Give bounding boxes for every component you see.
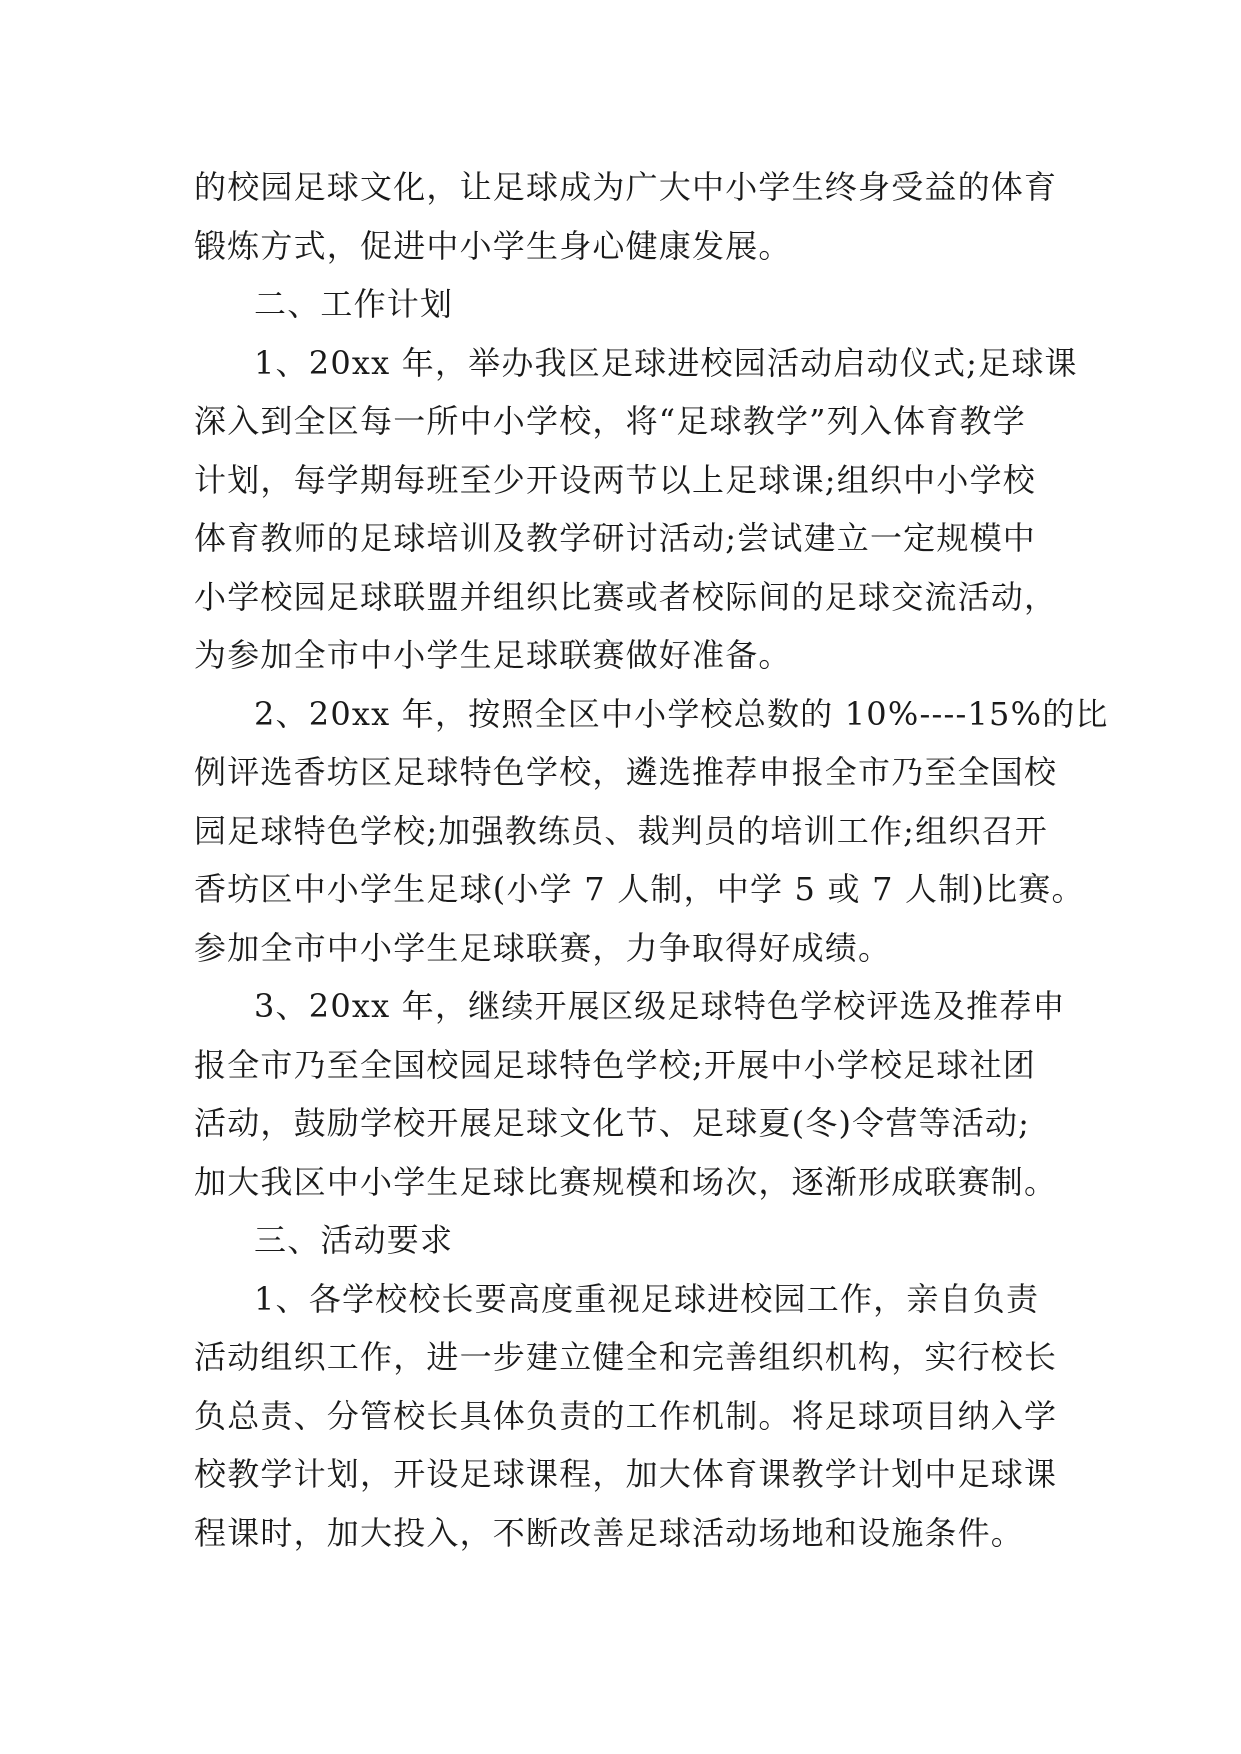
text-line: 活动组织工作，进一步建立健全和完善组织机构，实行校长 xyxy=(194,1338,1058,1376)
text-line: 3、20xx 年，继续开展区级足球特色学校评选及推荐申 xyxy=(254,987,1066,1025)
text-line: 负总责、分管校长具体负责的工作机制。将足球项目纳入学 xyxy=(194,1396,1058,1435)
text-line: 加大我区中小学生足球比赛规模和场次，逐渐形成联赛制。 xyxy=(194,1162,1058,1201)
text-line: 计划，每学期每班至少开设两节以上足球课;组织中小学校 xyxy=(194,460,1036,499)
text-line: 三、活动要求 xyxy=(254,1221,454,1259)
text-line: 1、各学校校长要高度重视足球进校园工作，亲自负责 xyxy=(254,1279,1040,1318)
text-line: 活动，鼓励学校开展足球文化节、足球夏(冬)令营等活动; xyxy=(194,1104,1031,1142)
text-line: 体育教师的足球培训及教学研讨活动;尝试建立一定规模中 xyxy=(194,519,1036,557)
text-line: 参加全市中小学生足球联赛，力争取得好成绩。 xyxy=(194,928,892,967)
text-line: 香坊区中小学生足球(小学 7 人制，中学 5 或 7 人制)比赛。 xyxy=(194,870,1085,908)
text-line: 报全市乃至全国校园足球特色学校;开展中小学校足球社团 xyxy=(194,1045,1036,1084)
text-line: 园足球特色学校;加强教练员、裁判员的培训工作;组织召开 xyxy=(194,811,1048,850)
text-line: 1、20xx 年，举办我区足球进校园活动启动仪式;足球课 xyxy=(254,343,1078,382)
text-line: 例评选香坊区足球特色学校，遴选推荐申报全市乃至全国校 xyxy=(194,753,1058,791)
text-line: 程课时，加大投入，不断改善足球活动场地和设施条件。 xyxy=(194,1513,1025,1552)
text-line: 小学校园足球联盟并组织比赛或者校际间的足球交流活动， xyxy=(194,577,1058,616)
text-line: 校教学计划，开设足球课程，加大体育课教学计划中足球课 xyxy=(194,1455,1058,1493)
text-line: 为参加全市中小学生足球联赛做好准备。 xyxy=(194,636,792,674)
text-line: 二、工作计划 xyxy=(254,285,454,323)
text-line: 的校园足球文化，让足球成为广大中小学生终身受益的体育 xyxy=(194,168,1058,206)
text-line: 深入到全区每一所中小学校，将“足球教学”列入体育教学 xyxy=(194,402,1026,440)
document-body xyxy=(194,158,1109,1562)
text-line: 锻炼方式，促进中小学生身心健康发展。 xyxy=(194,226,792,265)
text-line: 2、20xx 年，按照全区中小学校总数的 10%----15%的比 xyxy=(254,694,1109,733)
